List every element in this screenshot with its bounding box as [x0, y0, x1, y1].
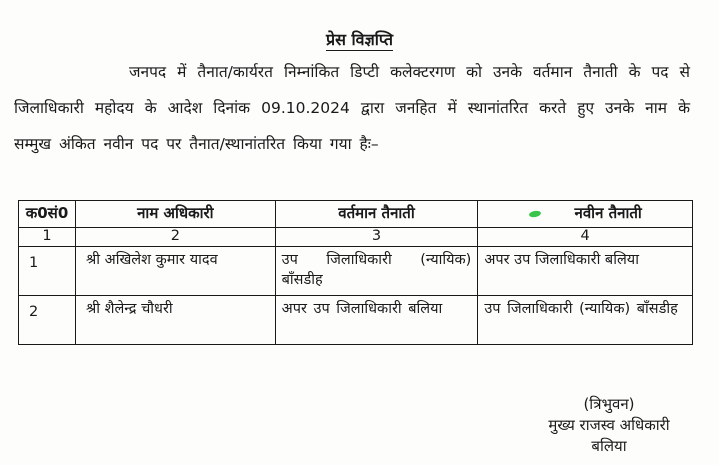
- row-serial: 1: [19, 247, 76, 296]
- row-officer-name: श्री शैलेन्द्र चौधरी: [75, 296, 275, 345]
- row-current-posting: उप जिलाधिकारी (न्यायिक) बाँसडीह: [275, 247, 478, 296]
- row-serial: 2: [19, 296, 76, 345]
- table-header-row: [19, 201, 693, 228]
- column-number-row: [19, 228, 693, 247]
- table-row: [19, 296, 693, 345]
- signatory-designation: मुख्य राजस्व अधिकारी: [548, 416, 670, 434]
- signatory-name: (त्रिभुवन): [583, 395, 635, 413]
- document-title: [0, 28, 719, 50]
- row-new-posting: उप जिलाधिकारी (न्यायिक) बाँसडीह: [478, 296, 693, 345]
- row-new-posting: अपर उप जिलाधिकारी बलिया: [478, 247, 693, 296]
- header-new-posting: नवीन तैनाती: [574, 204, 642, 222]
- highlighter-mark: [528, 210, 541, 218]
- signatory-place: बलिया: [591, 437, 627, 455]
- transfer-table: [18, 200, 693, 345]
- column-number: 3: [275, 228, 478, 247]
- table-row: [19, 247, 693, 296]
- document-title-text: प्रेस विज्ञप्ति: [326, 30, 393, 49]
- header-new-posting-cell: [478, 201, 693, 228]
- document-body: जनपद में तैनात/कार्यरत निम्नांकित डिप्टी कलेक्टरगण को उनके वर्तमान तैनाती के पद से जिलाधिकारी महोदय के आदेश दिनांक 09.10.2024 द्वारा जनहित में स्थानांतरित करते हुए उनके नाम के सम्मुख अंकित नवीन पद पर तैनात/स्थानांतरित किया गया हैः–: [14, 63, 690, 153]
- header-serial: क0सं0: [19, 201, 76, 228]
- column-number: 1: [19, 228, 76, 247]
- row-officer-name: श्री अखिलेश कुमार यादव: [75, 247, 275, 296]
- column-number: 2: [75, 228, 275, 247]
- row-current-posting: अपर उप जिलाधिकारी बलिया: [275, 296, 478, 345]
- header-officer-name: नाम अधिकारी: [75, 201, 275, 228]
- header-current-posting: वर्तमान तैनाती: [275, 201, 478, 228]
- column-number: 4: [478, 228, 693, 247]
- signature-block: [519, 394, 699, 457]
